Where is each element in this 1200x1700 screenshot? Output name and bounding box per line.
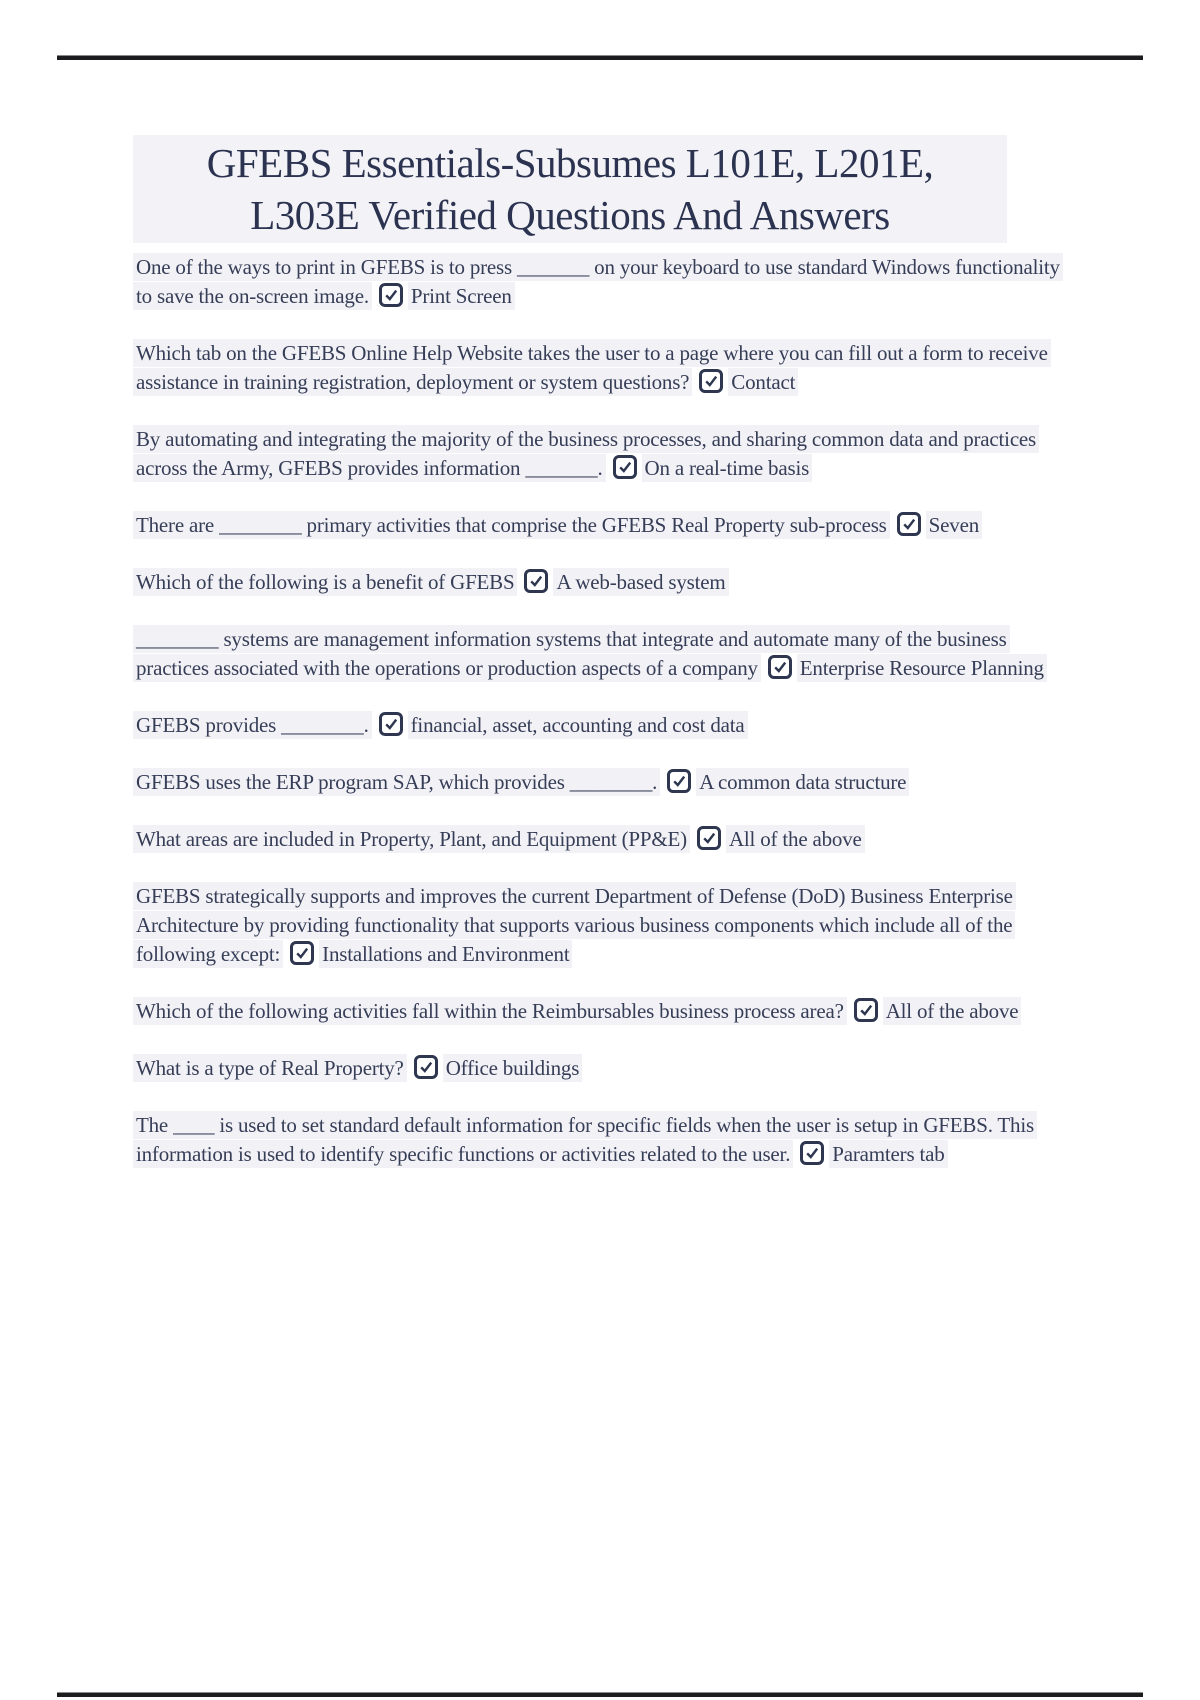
- checkbox-checked-icon: [524, 569, 548, 593]
- question-text: Which of the following activities fall within the Reimbursables business process area?: [133, 997, 847, 1025]
- checkmark-glyph: [858, 1002, 874, 1018]
- qa-item: [133, 711, 1069, 740]
- checkmark-glyph: [772, 659, 788, 675]
- question-text: One of the ways to print in GFEBS is to press _______ on your keyboard to use standard Windows functionality to save the on-screen image.: [133, 253, 1063, 310]
- question-text: The ____ is used to set standard default information for specific fields when the user is setup in GFEBS. This information is used to identify specific functions or activities related to the user.: [133, 1111, 1037, 1168]
- answer-text: All of the above: [726, 825, 865, 853]
- answer-text: financial, asset, accounting and cost data: [408, 711, 748, 739]
- qa-item: [133, 882, 1069, 969]
- checkbox-checked-icon: [699, 369, 723, 393]
- checkbox-checked-icon: [854, 998, 878, 1022]
- checkbox-checked-icon: [290, 941, 314, 965]
- answer-text: All of the above: [883, 997, 1022, 1025]
- answer-text: Office buildings: [443, 1054, 582, 1082]
- page-title: [133, 135, 1007, 243]
- question-text: GFEBS uses the ERP program SAP, which provides ________.: [133, 768, 660, 796]
- qa-list: [133, 253, 1069, 1169]
- page-content: [133, 135, 1069, 1197]
- checkmark-glyph: [528, 573, 544, 589]
- answer-text: Enterprise Resource Planning: [797, 654, 1047, 682]
- qa-item: [133, 511, 1069, 540]
- qa-item: [133, 339, 1069, 397]
- checkmark-glyph: [804, 1145, 820, 1161]
- top-rule: [57, 55, 1143, 60]
- checkmark-glyph: [383, 287, 399, 303]
- qa-item: [133, 425, 1069, 483]
- question-text: Which tab on the GFEBS Online Help Website takes the user to a page where you can fill out a form to receive assistance in training registration, deployment or system questions?: [133, 339, 1051, 396]
- qa-item: [133, 1054, 1069, 1083]
- answer-text: A common data structure: [696, 768, 909, 796]
- checkbox-checked-icon: [800, 1141, 824, 1165]
- checkmark-glyph: [901, 516, 917, 532]
- page-title-line-2: L303E Verified Questions And Answers: [250, 192, 890, 238]
- qa-item: [133, 997, 1069, 1026]
- checkmark-glyph: [418, 1059, 434, 1075]
- question-text: By automating and integrating the majority of the business processes, and sharing common data and practices across the Army, GFEBS provides information _______.: [133, 425, 1039, 482]
- checkbox-checked-icon: [379, 283, 403, 307]
- answer-text: On a real-time basis: [642, 454, 813, 482]
- answer-text: Paramters tab: [829, 1140, 947, 1168]
- question-text: GFEBS strategically supports and improves the current Department of Defense (DoD) Business Enterprise Architecture by providing functionality that supports various business components which include all of the following except:: [133, 882, 1016, 968]
- checkmark-glyph: [617, 459, 633, 475]
- page-title-line-1: GFEBS Essentials-Subsumes L101E, L201E,: [206, 140, 934, 186]
- qa-item: [133, 253, 1069, 311]
- question-text: What is a type of Real Property?: [133, 1054, 407, 1082]
- question-text: What areas are included in Property, Plant, and Equipment (PP&E): [133, 825, 690, 853]
- qa-item: [133, 825, 1069, 854]
- answer-text: Installations and Environment: [319, 940, 572, 968]
- qa-item: [133, 768, 1069, 797]
- answer-text: A web-based system: [553, 568, 728, 596]
- question-text: ________ systems are management information systems that integrate and automate many of the business practices associated with the operations or production aspects of a company: [133, 625, 1010, 682]
- qa-item: [133, 625, 1069, 683]
- checkbox-checked-icon: [697, 826, 721, 850]
- checkmark-glyph: [703, 373, 719, 389]
- checkmark-glyph: [383, 716, 399, 732]
- question-text: There are ________ primary activities that comprise the GFEBS Real Property sub-process: [133, 511, 890, 539]
- checkbox-checked-icon: [768, 655, 792, 679]
- checkbox-checked-icon: [414, 1055, 438, 1079]
- checkbox-checked-icon: [897, 512, 921, 536]
- checkbox-checked-icon: [379, 712, 403, 736]
- qa-item: [133, 1111, 1069, 1169]
- checkmark-glyph: [701, 830, 717, 846]
- checkbox-checked-icon: [667, 769, 691, 793]
- checkmark-glyph: [671, 773, 687, 789]
- checkbox-checked-icon: [613, 455, 637, 479]
- checkmark-glyph: [294, 945, 310, 961]
- bottom-rule: [57, 1692, 1143, 1697]
- answer-text: Seven: [926, 511, 982, 539]
- qa-item: [133, 568, 1069, 597]
- question-text: GFEBS provides ________.: [133, 711, 372, 739]
- question-text: Which of the following is a benefit of GFEBS: [133, 568, 517, 596]
- answer-text: Print Screen: [408, 282, 515, 310]
- answer-text: Contact: [728, 368, 798, 396]
